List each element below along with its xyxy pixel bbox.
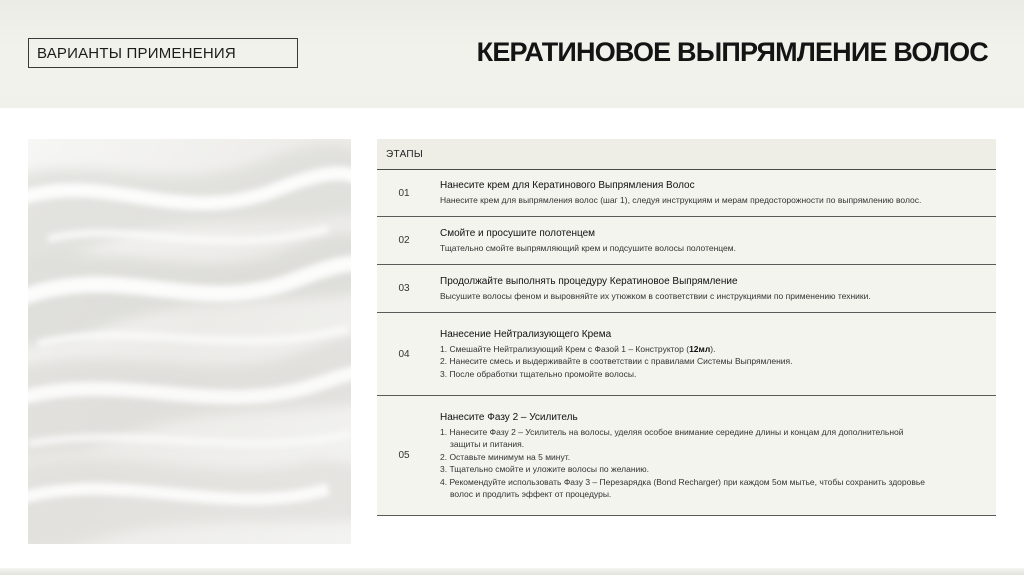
step-title: Нанесите крем для Кератинового Выпрямления Волос: [440, 180, 695, 192]
step-line: 2. Оставьте минимум на 5 минут.: [440, 451, 571, 462]
step-title: Смойте и просушите полотенцем: [440, 227, 596, 239]
cream-texture-image: [28, 139, 351, 544]
step-description: Высушите волосы феном и выровняйте их утюжком в соответствии с инструкциями по применению техники.: [440, 290, 871, 301]
page-title: КЕРАТИНОВОЕ ВЫПРЯМЛЕНИЕ ВОЛОС: [476, 37, 988, 67]
step-number: 01: [398, 187, 410, 199]
step-line: 3. Тщательно смойте и уложите волосы по желанию.: [440, 464, 650, 474]
step-line: 4. Рекомендуйте использовать Фазу 3 – Перезарядка (Bond Recharger) при каждом 5ом мытье, чтобы сохранить здоровье: [440, 476, 926, 487]
step-title: Продолжайте выполнять процедуру Кератиновое Выпрямление: [440, 275, 738, 287]
step-description: Тщательно смойте выпрямляющий крем и подсушите волосы полотенцем.: [440, 242, 736, 253]
bottom-strip: [0, 568, 1024, 575]
step-number: 02: [398, 235, 410, 246]
dosage-value: 12мл: [689, 343, 711, 354]
step-number: 04: [398, 348, 410, 360]
step-line: защиты и питания.: [450, 439, 525, 449]
cream-texture-illustration: [28, 139, 351, 544]
step-row-03: [377, 265, 996, 313]
step-title: Нанесите Фазу 2 – Усилитель: [440, 411, 578, 423]
step-number: 03: [398, 283, 410, 294]
steps-header: ЭТАПЫ: [377, 139, 996, 170]
step-line: волос и продлить эффект от процедуры.: [450, 489, 612, 499]
step-row-05: [377, 396, 996, 516]
step-line: 3. После обработки тщательно промойте волосы.: [440, 368, 637, 379]
step-line: 1. Смешайте Нейтрализующий Крем с Фазой 1 – Конструктор (12мл).: [440, 343, 716, 354]
step-description: Нанесите крем для выпрямления волос (шаг 1), следуя инструкциям и мерам предосторожности по выпрямлению волос.: [440, 195, 922, 206]
step-row-04: [377, 313, 996, 396]
step-row-02: [377, 217, 996, 265]
step-line: 1. Нанесите Фазу 2 – Усилитель на волосы, уделяя особое внимание середине длины и концам для дополнительной: [440, 426, 904, 437]
section-label: ВАРИАНТЫ ПРИМЕНЕНИЯ: [28, 38, 298, 68]
steps-table: [377, 139, 996, 516]
step-number: 05: [398, 450, 410, 461]
step-title: Нанесение Нейтрализующего Крема: [440, 328, 612, 340]
step-row-01: [377, 170, 996, 217]
step-line: 2. Нанесите смесь и выдерживайте в соответствии с правилами Системы Выпрямления.: [440, 356, 793, 367]
